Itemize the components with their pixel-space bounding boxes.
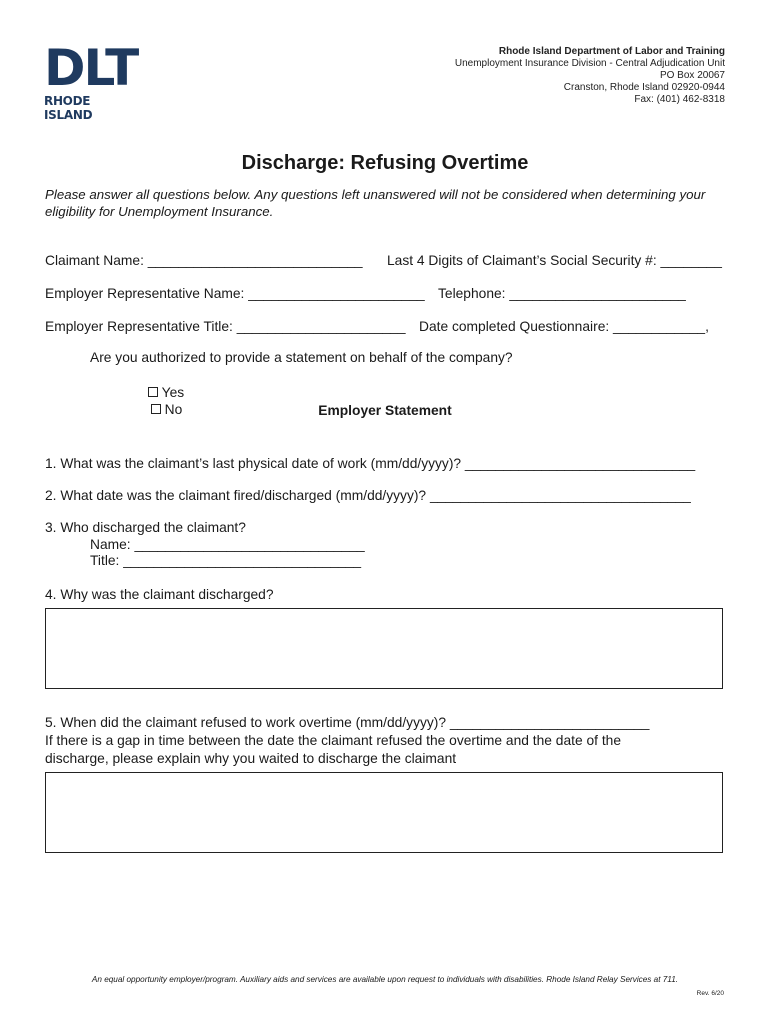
question-2[interactable]: 2. What date was the claimant fired/discharged (mm/dd/yyyy)? __________________________________ <box>45 488 691 503</box>
logo-subtitle: RHODE ISLAND <box>44 94 93 122</box>
question-5[interactable]: 5. When did the claimant refused to work overtime (mm/dd/yyyy)? __________________________ <box>45 715 650 730</box>
gap-explanation-box[interactable] <box>45 772 723 853</box>
agency-po-box: PO Box 20067 <box>659 70 725 81</box>
date-completed-field[interactable]: Date completed Questionnaire: ____________, <box>419 319 709 334</box>
section-title: Employer Statement <box>318 403 452 418</box>
discharge-reason-box[interactable] <box>45 608 723 689</box>
claimant-name-field[interactable]: Claimant Name: ____________________________ <box>45 253 363 268</box>
rep-title-field[interactable]: Employer Representative Title: ______________________ <box>45 319 406 334</box>
dlt-logo <box>44 39 138 122</box>
logo-mark: DLT <box>44 39 138 97</box>
agency-fax: Fax: (401) 462-8318 <box>634 94 725 105</box>
ssn-field[interactable]: Last 4 Digits of Claimant’s Social Security #: ________ <box>387 253 722 268</box>
question-5-followup-line2: discharge, please explain why you waited to discharge the claimant <box>45 751 457 766</box>
form-instructions: Please answer all questions below. Any questions left unanswered will not be considered when determining your eligibility for Unemployment Insurance. <box>45 187 706 219</box>
form-title: Discharge: Refusing Overtime <box>241 152 529 174</box>
revision-date: Rev. 6/20 <box>696 990 724 997</box>
question-4: 4. Why was the claimant discharged? <box>45 587 274 602</box>
telephone-field[interactable]: Telephone: _______________________ <box>438 286 686 301</box>
yes-checkbox[interactable] <box>148 387 158 397</box>
agency-address <box>455 46 725 106</box>
authorized-question: Are you authorized to provide a statement on behalf of the company? <box>90 350 513 365</box>
rep-name-field[interactable]: Employer Representative Name: _______________________ <box>45 286 425 301</box>
discharger-name-field[interactable]: Name: ______________________________ <box>90 537 365 552</box>
no-label: No <box>164 402 183 417</box>
discharger-title-field[interactable]: Title: _______________________________ <box>90 553 362 568</box>
question-1[interactable]: 1. What was the claimant’s last physical date of work (mm/dd/yyyy)? ______________________________ <box>45 456 696 471</box>
agency-division: Unemployment Insurance Division - Central Adjudication Unit <box>454 58 725 69</box>
agency-name: Rhode Island Department of Labor and Training <box>498 46 725 57</box>
yes-label: Yes <box>161 385 185 400</box>
question-5-followup-line1: If there is a gap in time between the date the claimant refused the overtime and the date of the <box>45 733 621 748</box>
footer-disclaimer: An equal opportunity employer/program. Auxiliary aids and services are available upon request to individuals with disabilities. Rhode Island Relay Services at 711. <box>91 975 679 984</box>
question-3: 3. Who discharged the claimant? <box>45 520 246 535</box>
agency-city: Cranston, Rhode Island 02920-0944 <box>563 82 725 93</box>
